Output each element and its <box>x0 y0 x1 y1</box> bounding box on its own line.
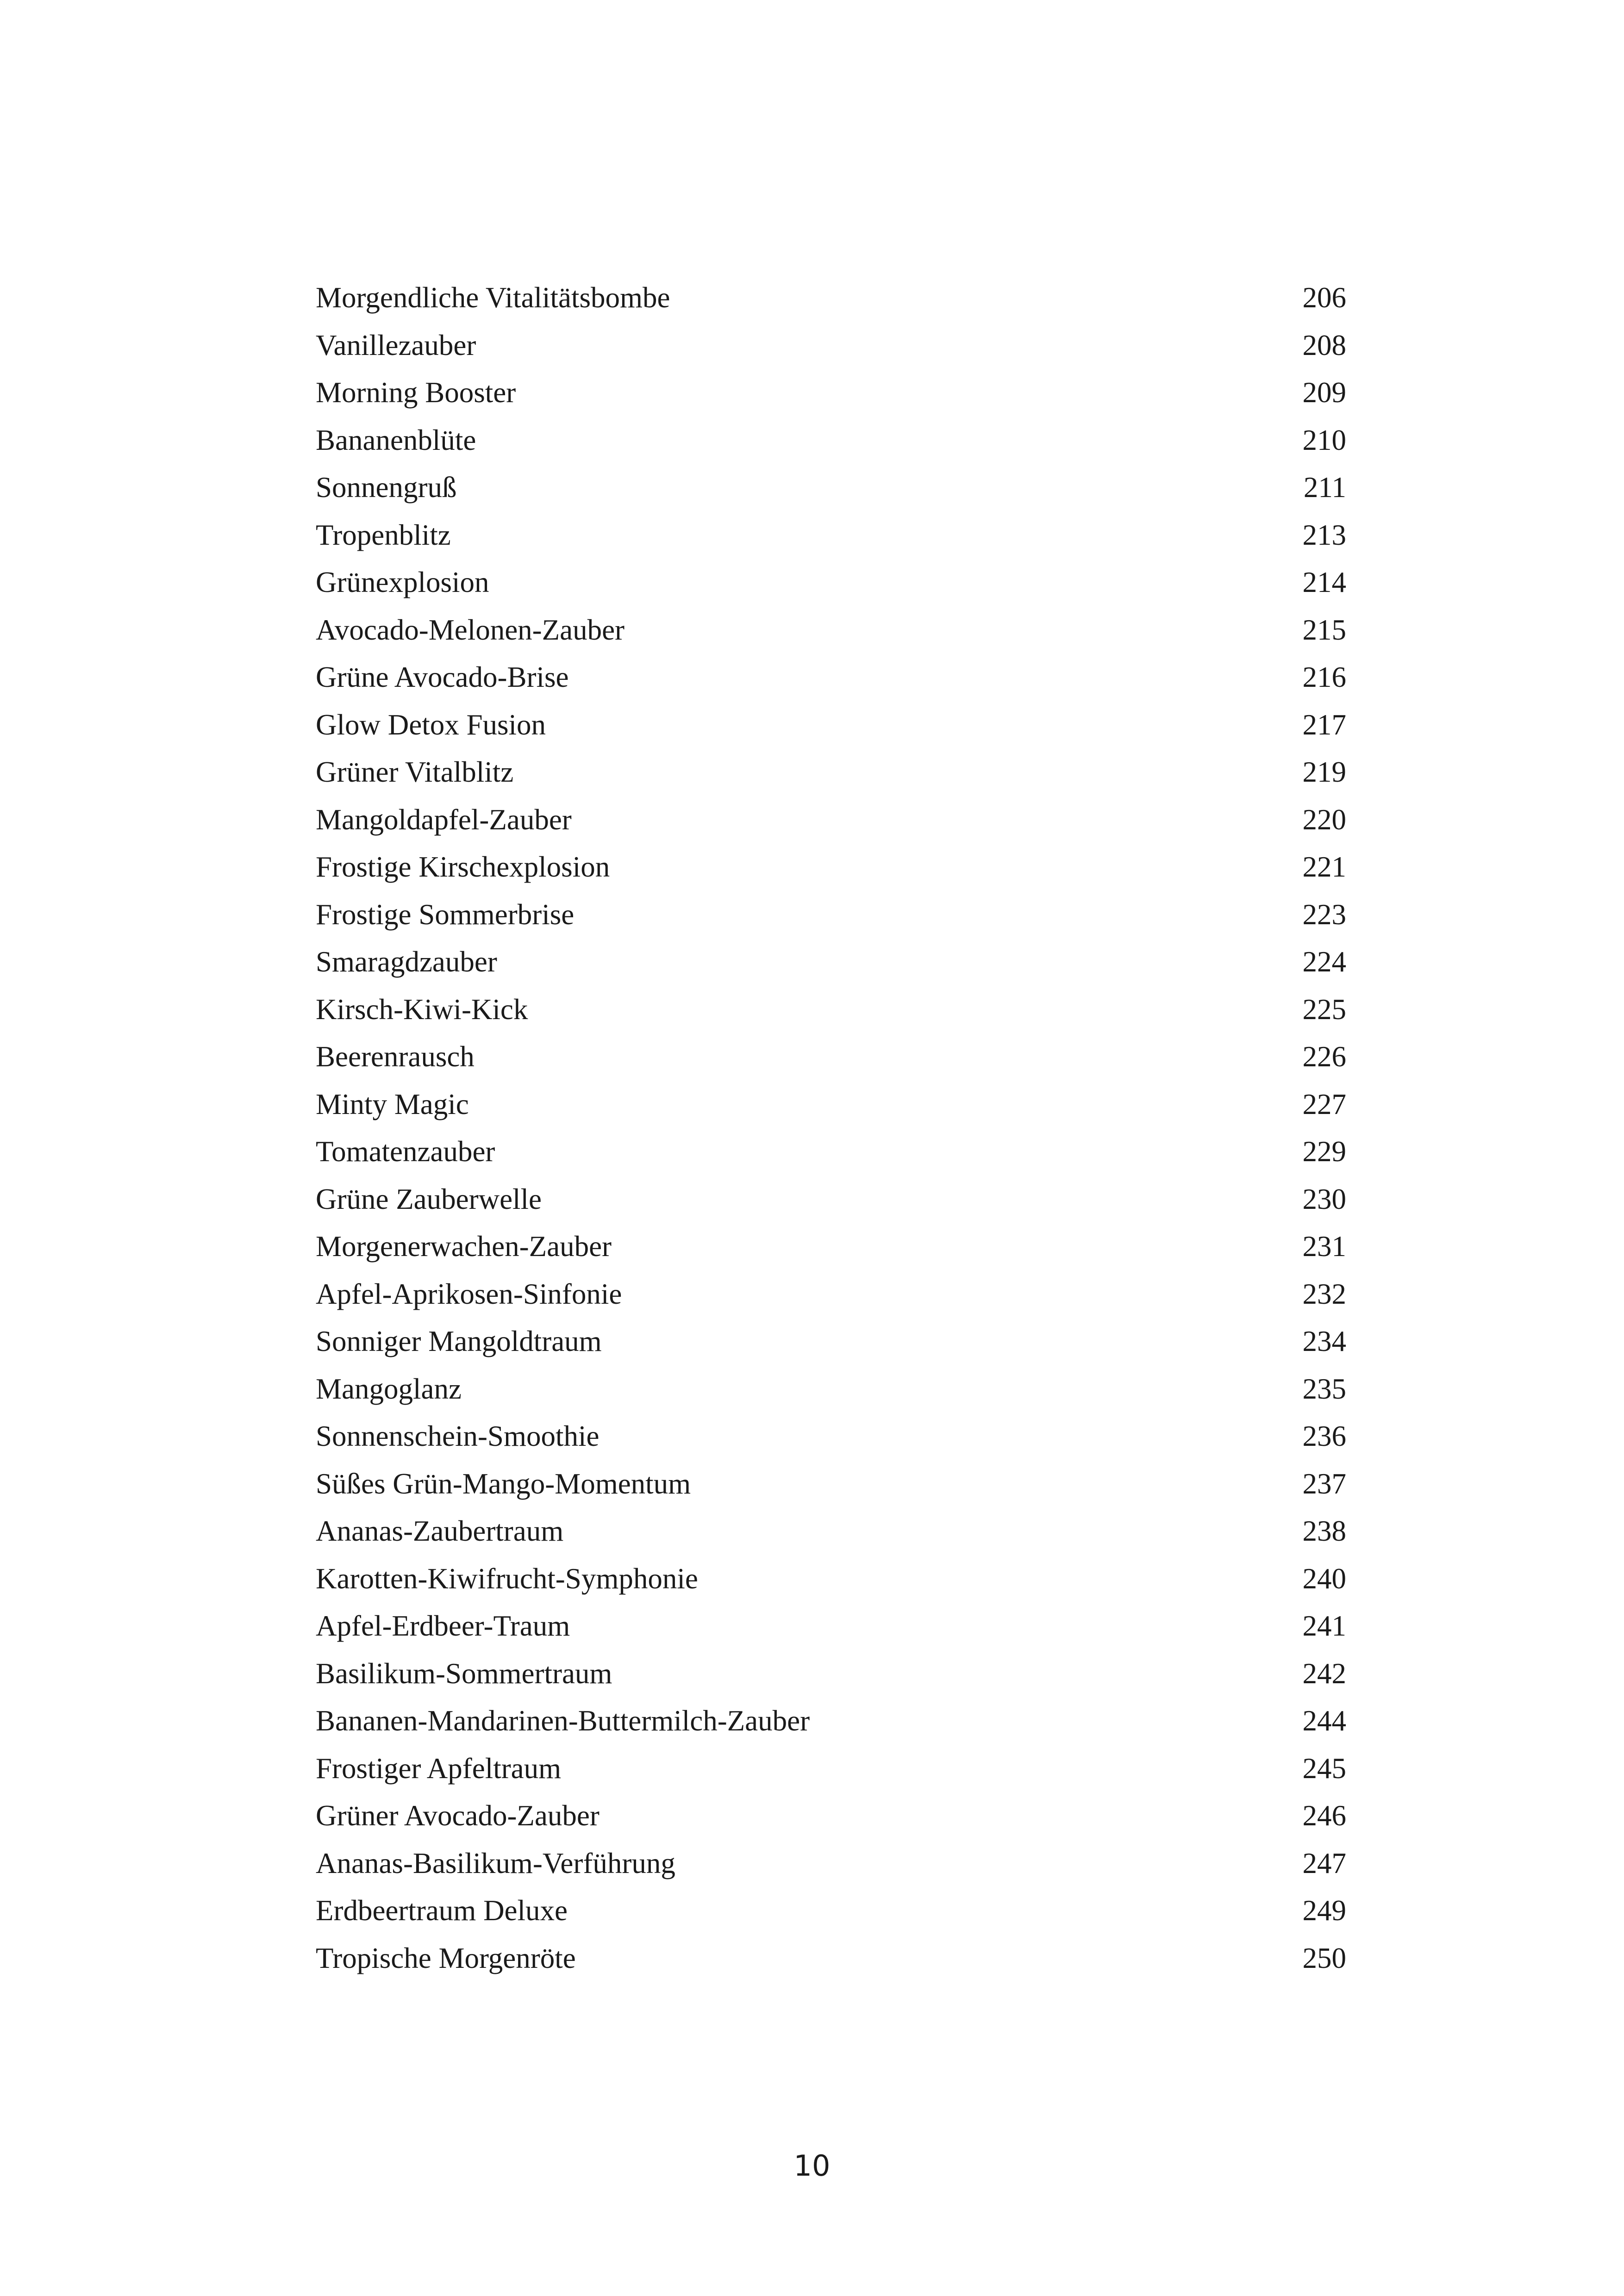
toc-entry-title: Mangoldapfel-Zauber <box>316 803 572 836</box>
toc-entry-page: 209 <box>1302 376 1346 409</box>
toc-entry <box>316 1412 1346 1460</box>
toc-entry <box>316 843 1346 891</box>
toc-entry-title: Frostige Kirschexplosion <box>316 851 610 883</box>
toc-entry-page: 216 <box>1302 661 1346 693</box>
toc-entry-page: 206 <box>1302 281 1346 314</box>
toc-entry-page: 247 <box>1302 1847 1346 1879</box>
toc-entry-page: 210 <box>1302 423 1346 456</box>
toc-entry-page: 229 <box>1302 1135 1346 1168</box>
toc-entry-page: 242 <box>1302 1657 1346 1690</box>
toc-entry <box>316 748 1346 796</box>
toc-entry-page: 211 <box>1303 471 1346 504</box>
toc-entry-title: Grüner Avocado-Zauber <box>316 1799 600 1832</box>
toc-entry <box>316 1081 1346 1128</box>
toc-entry-page: 235 <box>1302 1372 1346 1405</box>
toc-entry-title: Avocado-Melonen-Zauber <box>316 613 625 646</box>
toc-entry-page: 236 <box>1302 1420 1346 1452</box>
toc-entry <box>316 1460 1346 1508</box>
page-number: 10 <box>793 2149 831 2183</box>
toc-entry-title: Sonnenschein-Smoothie <box>316 1420 600 1452</box>
toc-entry <box>316 891 1346 939</box>
toc-entry <box>316 1128 1346 1176</box>
toc-entry-page: 230 <box>1302 1182 1346 1215</box>
toc-entry-title: Karotten-Kiwifrucht-Symphonie <box>316 1562 698 1595</box>
toc-entry-page: 224 <box>1302 946 1346 978</box>
toc-entry <box>316 1887 1346 1935</box>
toc-entry-title: Mangoglanz <box>316 1372 462 1405</box>
toc-entry-page: 246 <box>1302 1799 1346 1832</box>
toc-entry <box>316 274 1346 322</box>
toc-entry-page: 250 <box>1302 1941 1346 1974</box>
toc-entry <box>316 1365 1346 1413</box>
toc-entry <box>316 1176 1346 1223</box>
toc-entry <box>316 1840 1346 1887</box>
toc-entry-page: 219 <box>1302 756 1346 788</box>
toc-entry-page: 215 <box>1302 613 1346 646</box>
toc-entry <box>316 1507 1346 1555</box>
toc-entry-title: Apfel-Aprikosen-Sinfonie <box>316 1277 622 1310</box>
table-of-contents <box>316 274 1346 1982</box>
toc-entry <box>316 1270 1346 1318</box>
toc-entry-title: Grüner Vitalblitz <box>316 756 514 788</box>
toc-entry <box>316 796 1346 844</box>
toc-entry <box>316 464 1346 511</box>
toc-entry-page: 234 <box>1302 1325 1346 1357</box>
toc-entry-page: 227 <box>1302 1088 1346 1120</box>
toc-entry-title: Smaragdzauber <box>316 946 497 978</box>
toc-entry <box>316 1555 1346 1603</box>
toc-entry <box>316 1223 1346 1270</box>
toc-entry-page: 249 <box>1302 1894 1346 1927</box>
toc-entry <box>316 511 1346 559</box>
toc-entry-title: Kirsch-Kiwi-Kick <box>316 993 528 1026</box>
toc-entry <box>316 559 1346 606</box>
toc-entry-title: Morgenerwachen-Zauber <box>316 1230 612 1263</box>
toc-entry-title: Ananas-Basilikum-Verführung <box>316 1847 675 1879</box>
toc-entry <box>316 322 1346 369</box>
toc-entry-page: 213 <box>1302 518 1346 551</box>
toc-entry-title: Tropische Morgenröte <box>316 1941 576 1974</box>
toc-entry-title: Frostiger Apfeltraum <box>316 1752 562 1785</box>
toc-entry-page: 208 <box>1302 329 1346 361</box>
toc-entry-title: Basilikum-Sommertraum <box>316 1657 612 1690</box>
toc-entry-page: 240 <box>1302 1562 1346 1595</box>
toc-entry-page: 245 <box>1302 1752 1346 1785</box>
toc-entry <box>316 1318 1346 1365</box>
toc-entry-title: Apfel-Erdbeer-Traum <box>316 1610 570 1642</box>
toc-entry-page: 237 <box>1302 1467 1346 1500</box>
toc-entry-title: Grünexplosion <box>316 566 489 598</box>
toc-entry-title: Morgendliche Vitalitätsbombe <box>316 281 670 314</box>
toc-entry-title: Erdbeertraum Deluxe <box>316 1894 568 1927</box>
toc-entry-title: Tropenblitz <box>316 518 451 551</box>
toc-entry-title: Morning Booster <box>316 376 516 409</box>
toc-entry <box>316 1602 1346 1650</box>
toc-entry <box>316 1935 1346 1982</box>
toc-entry-page: 223 <box>1302 898 1346 931</box>
toc-entry-title: Grüne Zauberwelle <box>316 1182 542 1215</box>
toc-entry <box>316 417 1346 464</box>
toc-entry-title: Vanillezauber <box>316 329 476 361</box>
toc-entry-title: Glow Detox Fusion <box>316 708 546 741</box>
toc-entry <box>316 1650 1346 1698</box>
toc-entry <box>316 653 1346 701</box>
toc-entry <box>316 606 1346 654</box>
toc-entry <box>316 369 1346 417</box>
toc-entry <box>316 1033 1346 1081</box>
toc-entry-page: 231 <box>1302 1230 1346 1263</box>
toc-entry <box>316 701 1346 749</box>
toc-entry-title: Süßes Grün-Mango-Momentum <box>316 1467 691 1500</box>
toc-entry-title: Grüne Avocado-Brise <box>316 661 569 693</box>
toc-entry-title: Sonniger Mangoldtraum <box>316 1325 602 1357</box>
toc-entry-page: 225 <box>1302 993 1346 1026</box>
toc-entry-page: 241 <box>1302 1610 1346 1642</box>
toc-entry-page: 232 <box>1302 1277 1346 1310</box>
toc-entry-page: 244 <box>1302 1705 1346 1737</box>
toc-entry <box>316 938 1346 986</box>
toc-entry <box>316 1745 1346 1792</box>
toc-entry-title: Sonnengruß <box>316 471 457 504</box>
toc-entry-page: 221 <box>1302 851 1346 883</box>
toc-entry <box>316 1697 1346 1745</box>
toc-entry <box>316 1792 1346 1840</box>
toc-entry <box>316 986 1346 1033</box>
toc-entry-title: Frostige Sommerbrise <box>316 898 575 931</box>
toc-entry-title: Beerenrausch <box>316 1040 475 1073</box>
toc-entry-page: 220 <box>1302 803 1346 836</box>
toc-entry-page: 214 <box>1302 566 1346 598</box>
toc-entry-title: Minty Magic <box>316 1088 469 1120</box>
toc-entry-title: Bananenblüte <box>316 423 476 456</box>
toc-entry-title: Bananen-Mandarinen-Buttermilch-Zauber <box>316 1705 810 1737</box>
toc-entry-title: Tomatenzauber <box>316 1135 495 1168</box>
toc-entry-title: Ananas-Zaubertraum <box>316 1515 564 1547</box>
toc-entry-page: 226 <box>1302 1040 1346 1073</box>
toc-entry-page: 217 <box>1302 708 1346 741</box>
toc-entry-page: 238 <box>1302 1515 1346 1547</box>
